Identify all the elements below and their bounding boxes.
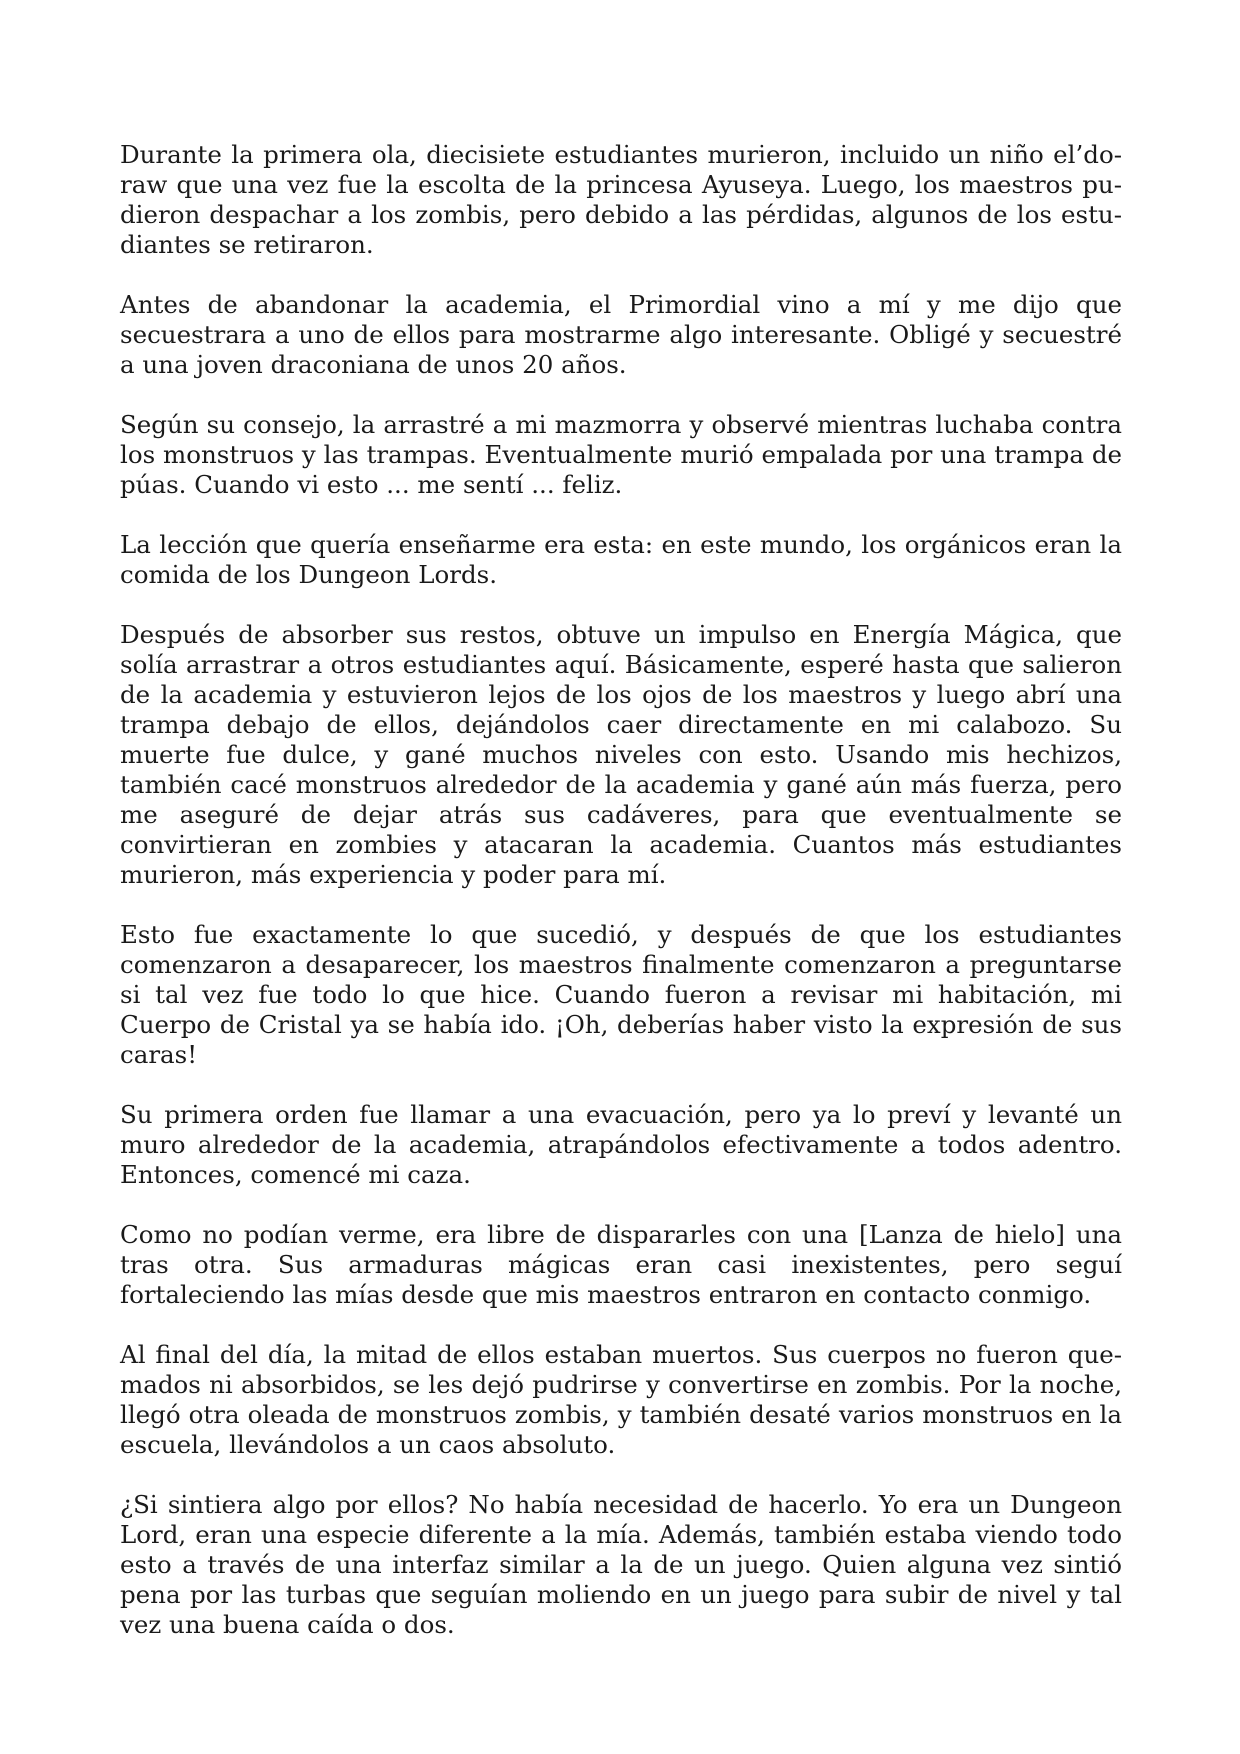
paragraph-7: Su primera orden fue llamar a una evacuación, pero ya lo preví y levanté un muro alrededor de la academia, atrapándolos efectivamente a todos adentro. Entonces, comencé mi caza. [120, 1100, 1122, 1189]
paragraph-5: Después de absorber sus restos, obtuve un impulso en Energía Mágica, que solía arrastrar a otros estudiantes aquí. Básicamente, esperé hasta que salieron de la academia y estuvieron lejos de los ojos de los maestros y luego abrí una trampa debajo de ellos, dejándolos caer directamente en mi calabozo. Su muerte fue dulce, y gané muchos niveles con esto. Usando mis hechizos, también cacé monstruos alrededor de la academia y gané aún más fuerza, pero me aseguré de dejar atrás sus cadáveres, para que eventualmente se convirtieran en zombies y atacaran la academia. Cuantos más estudiantes murieron, más experiencia y poder para mí. [120, 620, 1122, 889]
paragraph-9: Al final del día, la mitad de ellos estaban muertos. Sus cuerpos no fueron quemados ni absorbidos, se les dejó pudrirse y convertirse en zombis. Por la noche, llegó otra oleada de monstruos zombis, y también desaté varios monstruos en la escuela, llevándolos a un caos absoluto. [120, 1340, 1122, 1459]
paragraph-6: Esto fue exactamente lo que sucedió, y después de que los estudiantes comenzaron a desaparecer, los maestros finalmente comenzaron a preguntarse si tal vez fue todo lo que hice. Cuando fueron a revisar mi habitación, mi Cuerpo de Cristal ya se había ido. ¡Oh, deberías haber visto la expresión de sus caras! [120, 920, 1122, 1069]
paragraph-8: Como no podían verme, era libre de dispararles con una [Lanza de hielo] una tras otra. Sus armaduras mágicas eran casi inexistentes, pero seguí fortaleciendo las mías desde que mis maestros entraron en contacto conmigo. [120, 1220, 1122, 1309]
paragraph-1: Durante la primera ola, diecisiete estudiantes murieron, incluido un niño el’doraw que una vez fue la escolta de la princesa Ayuseya. Luego, los maestros pudieron despachar a los zombis, pero debido a las pérdidas, algunos de los estudiantes se retiraron. [120, 140, 1122, 259]
paragraph-4: La lección que quería enseñarme era esta: en este mundo, los orgánicos eran la comida de los Dungeon Lords. [120, 530, 1122, 589]
paragraph-3: Según su consejo, la arrastré a mi mazmorra y observé mientras luchaba contra los monstruos y las trampas. Eventualmente murió empalada por una trampa de púas. Cuando vi esto ... me sentí ... feliz. [120, 410, 1122, 499]
document-page [120, 140, 1122, 1640]
paragraph-10: ¿Si sintiera algo por ellos? No había necesidad de hacerlo. Yo era un Dungeon Lord, eran una especie diferente a la mía. Además, también estaba viendo todo esto a través de una interfaz similar a la de un juego. Quien alguna vez sintió pena por las turbas que seguían moliendo en un juego para subir de nivel y tal vez una buena caída o dos. [120, 1490, 1122, 1639]
paragraph-2: Antes de abandonar la academia, el Primordial vino a mí y me dijo que secuestrara a uno de ellos para mostrarme algo interesante. Obligé y secuestré a una joven draconiana de unos 20 años. [120, 290, 1122, 379]
